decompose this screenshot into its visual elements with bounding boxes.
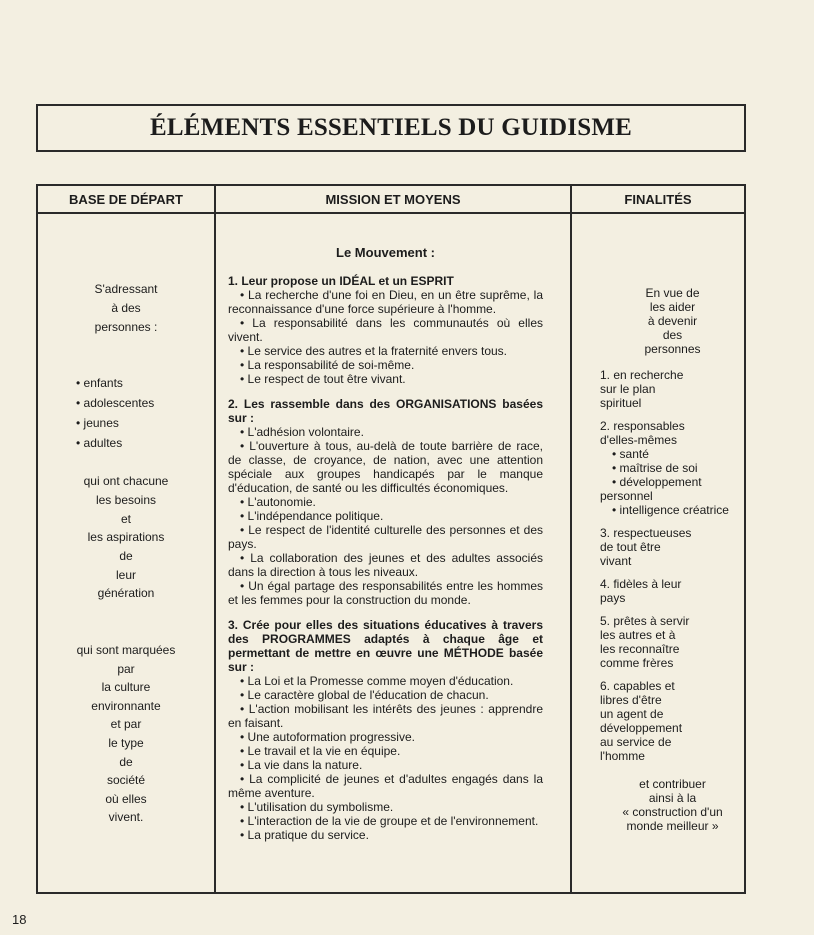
- base-block3-line: environnante: [91, 699, 161, 713]
- finalites-outro-line: « construction d'un: [622, 805, 723, 819]
- finalite-subitem: • intelligence créatrice: [612, 503, 729, 517]
- mission-item: • La pratique du service.: [240, 828, 369, 842]
- finalite-line: pays: [600, 591, 626, 605]
- page-number: 18: [12, 912, 27, 927]
- base-block2-line: génération: [97, 586, 155, 600]
- base-block3-line: qui sont marquées: [76, 643, 176, 657]
- mission-item: • Une autoformation progressive.: [240, 730, 415, 744]
- finalite-line: sur le plan: [600, 382, 656, 396]
- mission-item: • La complicité de jeunes et d'adultes engagés dans la même aventure.: [228, 772, 543, 800]
- base-intro-line: personnes :: [94, 320, 158, 334]
- elements-table: [36, 184, 746, 894]
- finalites-intro-line: des: [662, 328, 683, 342]
- base-block2-line: les besoins: [95, 493, 157, 507]
- header-finalites: FINALITÉS: [624, 191, 692, 207]
- section-heading: 2. Les rassemble dans des ORGANISATIONS basées sur :: [228, 397, 543, 425]
- base-block3-line: société: [106, 773, 146, 787]
- finalites-intro-line: En vue de: [645, 286, 700, 300]
- base-block3-line: de: [119, 755, 133, 769]
- finalites-column: [600, 286, 745, 833]
- base-group-item: • adolescentes: [76, 396, 155, 410]
- base-block2-line: les aspirations: [87, 530, 165, 544]
- column-divider-2: [570, 186, 572, 892]
- finalite-line: les autres et à: [600, 628, 676, 642]
- base-intro-line: à des: [111, 301, 141, 315]
- finalites-outro-line: et contribuer: [639, 777, 706, 791]
- mission-item: • L'indépendance politique.: [240, 509, 384, 523]
- mission-item: • La vie dans la nature.: [240, 758, 363, 772]
- mission-item: • La Loi et la Promesse comme moyen d'éducation.: [240, 674, 514, 688]
- finalite-line: un agent de: [600, 707, 664, 721]
- finalite-line: développement: [600, 721, 683, 735]
- mission-item: • Un égal partage des responsabilités entre les hommes et les femmes pour la construction du monde.: [228, 579, 543, 607]
- finalite-line: au service de: [600, 735, 672, 749]
- header-mission: MISSION ET MOYENS: [325, 191, 461, 207]
- finalite-line: 3. respectueuses: [600, 526, 692, 540]
- finalite-line: de tout être: [600, 540, 661, 554]
- mission-column: [228, 246, 543, 842]
- mission-lead: Le Mouvement :: [336, 245, 435, 260]
- mission-item: • Le travail et la vie en équipe.: [240, 744, 401, 758]
- mission-item: • L'adhésion volontaire.: [240, 425, 364, 439]
- finalites-outro-line: ainsi à la: [648, 791, 697, 805]
- finalite-line: comme frères: [600, 656, 674, 670]
- finalite-line: libres d'être: [600, 693, 662, 707]
- header-base: BASE DE DÉPART: [69, 191, 183, 207]
- mission-item: • L'interaction de la vie de groupe et de l'environnement.: [240, 814, 539, 828]
- mission-item: • La collaboration des jeunes et des adultes associés dans la direction à tous les niveaux.: [228, 551, 543, 579]
- mission-item: • Le respect de l'identité culturelle des personnes et des pays.: [228, 523, 543, 551]
- finalite-line: 4. fidèles à leur: [600, 577, 682, 591]
- finalite-subitem: personnel: [600, 489, 653, 503]
- mission-item: • L'action mobilisant les intérêts des jeunes : apprendre en faisant.: [228, 702, 543, 730]
- base-block3-line: le type: [108, 736, 144, 750]
- finalite-subitem: • développement: [612, 475, 702, 489]
- header-divider: [38, 212, 744, 214]
- page-title: ÉLÉMENTS ESSENTIELS DU GUIDISME: [149, 114, 633, 141]
- mission-item: • La recherche d'une foi en Dieu, en un être suprême, la reconnaissance d'une force supérieure à l'homme.: [228, 288, 543, 316]
- finalites-outro-line: monde meilleur »: [626, 819, 719, 833]
- mission-item: • La responsabilité de soi-même.: [240, 358, 415, 372]
- mission-item: • La responsabilité dans les communautés où elles vivent.: [228, 316, 543, 344]
- section-heading: 1. Leur propose un IDÉAL et un ESPRIT: [228, 274, 454, 288]
- title-box: [36, 104, 746, 152]
- base-block3-line: où elles: [105, 792, 147, 806]
- finalite-line: 1. en recherche: [600, 368, 684, 382]
- section-heading: 3. Crée pour elles des situations éducatives à travers des PROGRAMMES adaptés à chaque âge et permettant de mettre en œuvre une MÉTHODE basée sur :: [228, 618, 543, 674]
- finalite-line: l'homme: [600, 749, 645, 763]
- column-divider-1: [214, 186, 216, 892]
- finalite-line: d'elles-mêmes: [600, 433, 677, 447]
- finalite-subitem: • maîtrise de soi: [612, 461, 698, 475]
- finalites-intro-line: à devenir: [647, 314, 698, 328]
- finalites-intro-line: personnes: [644, 342, 701, 356]
- base-intro-line: S'adressant: [94, 282, 158, 296]
- base-group-item: • jeunes: [76, 416, 119, 430]
- base-group-item: • adultes: [76, 436, 123, 450]
- base-block2-line: qui ont chacune: [83, 474, 169, 488]
- finalite-line: 6. capables et: [600, 679, 675, 693]
- mission-item: • Le caractère global de l'éducation de chacun.: [240, 688, 489, 702]
- finalite-line: 5. prêtes à servir: [600, 614, 690, 628]
- base-group-item: • enfants: [76, 376, 123, 390]
- finalite-subitem: • santé: [612, 447, 649, 461]
- base-block3-line: la culture: [101, 680, 151, 694]
- mission-item: • L'autonomie.: [240, 495, 316, 509]
- mission-item: • Le respect de tout être vivant.: [240, 372, 406, 386]
- finalite-line: 2. responsables: [600, 419, 685, 433]
- mission-item: • L'utilisation du symbolisme.: [240, 800, 394, 814]
- base-block3-line: par: [117, 662, 135, 676]
- base-block3-line: et par: [110, 717, 142, 731]
- finalite-line: vivant: [600, 554, 632, 568]
- finalite-line: spirituel: [600, 396, 642, 410]
- base-block2-line: de: [119, 549, 133, 563]
- mission-item: • L'ouverture à tous, au-delà de toute barrière de race, de classe, de croyance, de nation, avec une attention spéciale aux groupes handicapés par le manque d'éducation, de santé ou les difficultés économiques.: [228, 439, 543, 495]
- base-block2-line: et: [120, 512, 131, 526]
- finalite-line: les reconnaître: [600, 642, 680, 656]
- base-block3-line: vivent.: [108, 810, 144, 824]
- mission-item: • Le service des autres et la fraternité envers tous.: [240, 344, 507, 358]
- base-block2-line: leur: [115, 568, 136, 582]
- finalites-intro-line: les aider: [649, 300, 696, 314]
